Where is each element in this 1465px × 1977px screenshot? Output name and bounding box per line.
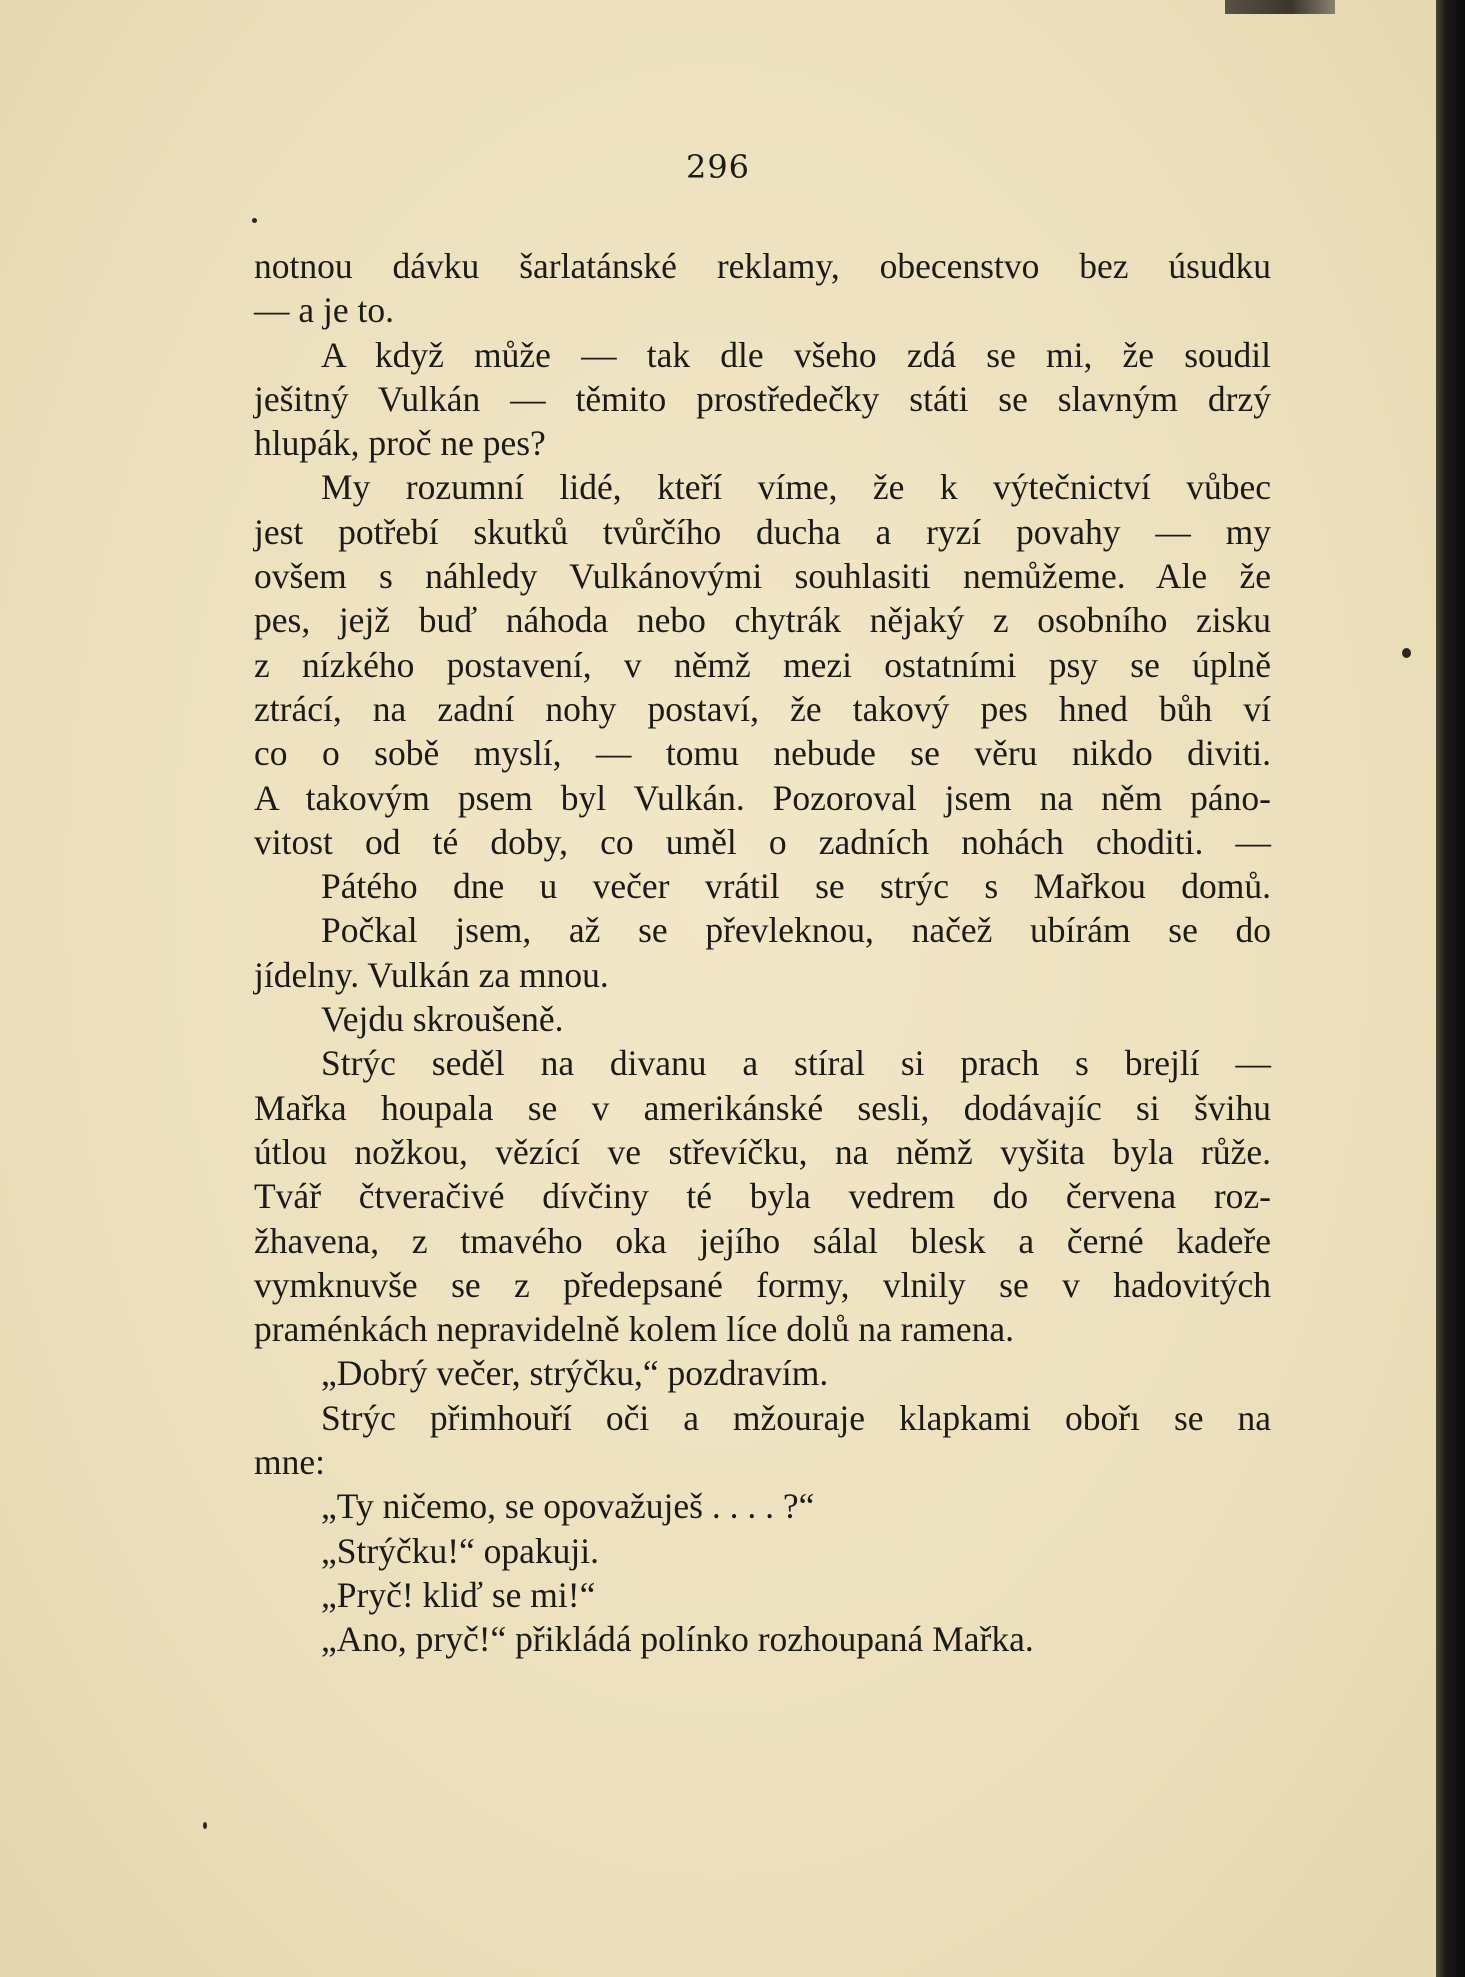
text-line: My rozumní lidé, kteří víme, že k výtečnictví vůbec: [321, 467, 1271, 508]
text-line: ješitný Vulkán — těmito prostředečky státi se slavným drzý: [254, 378, 1271, 419]
text-line: Tvář čtveračivé dívčiny té byla vedrem do červena roz-: [254, 1176, 1271, 1217]
text-line: „Strýčku!“ opakuji.: [321, 1530, 600, 1571]
text-line: pes, jejž buď náhoda nebo chytrák nějaký z osobního zisku: [254, 600, 1271, 641]
text-line: útlou nožkou, vězící ve střevíčku, na němž vyšita byla růže.: [254, 1131, 1271, 1172]
text-line: A takovým psem byl Vulkán. Pozoroval jsem na něm páno-: [254, 777, 1271, 818]
text-line: ztrácí, na zadní nohy postaví, že takový pes hned bůh ví: [254, 688, 1271, 729]
text-line: žhavena, z tmavého oka jejího sálal blesk a černé kadeře: [254, 1220, 1271, 1261]
paper-speck: [1402, 648, 1411, 658]
text-line: „Pryč! kliď se mi!“: [321, 1574, 596, 1615]
page-number: 296: [685, 148, 751, 186]
text-line: hlupák, proč ne pes?: [254, 423, 546, 464]
text-line: z nízkého postavení, v němž mezi ostatními psy se úplně: [254, 644, 1271, 685]
text-line: Počkal jsem, až se převleknou, načež ubírám se do: [321, 910, 1271, 951]
page-edge-mark: [1225, 0, 1335, 14]
text-line: jest potřebí skutků tvůrčího ducha a ryzí povahy — my: [254, 511, 1271, 552]
text-line: mne:: [254, 1442, 325, 1483]
text-line: — a je to.: [254, 290, 394, 331]
text-line: notnou dávku šarlatánské reklamy, obecenstvo bez úsudku: [254, 246, 1271, 286]
text-line: jídelny. Vulkán za mnou.: [254, 954, 609, 995]
text-line: vitost od té doby, co uměl o zadních nohách choditi. —: [254, 821, 1271, 862]
body-text: [254, 244, 1271, 1662]
text-line: Mařka houpala se v amerikánské sesli, dodávajíc si švihu: [254, 1087, 1271, 1128]
text-line: „Ano, pryč!“ přikládá polínko rozhoupaná Mařka.: [321, 1619, 1034, 1660]
paper-speck: [203, 1822, 207, 1829]
text-line: ovšem s náhledy Vulkánovými souhlasiti nemůžeme. Ale že: [254, 556, 1271, 597]
text-line: „Dobrý večer, strýčku,“ pozdravím.: [321, 1353, 829, 1394]
text-line: co o sobě myslí, — tomu nebude se věru nikdo diviti.: [254, 733, 1271, 774]
text-line: Pátého dne u večer vrátil se strýc s Mařkou domů.: [321, 866, 1271, 907]
text-line: Vejdu skroušeně.: [321, 999, 564, 1040]
paper-speck: [252, 218, 257, 223]
text-line: A když může — tak dle všeho zdá se mi, že soudil: [321, 334, 1271, 375]
book-spine-shadow: [1436, 0, 1465, 1977]
text-line: vymknuvše se z předepsané formy, vlnily se v hadovitých: [254, 1264, 1271, 1305]
text-line: „Ty ničemo, se opovažuješ . . . . ?“: [321, 1486, 815, 1527]
text-line: Strýc přimhouří oči a mžouraje klapkami obořı se na: [321, 1397, 1271, 1438]
text-line: praménkách nepravidelně kolem líce dolů na ramena.: [254, 1309, 1014, 1350]
text-line: Strýc seděl na divanu a stíral si prach s brejlí —: [321, 1043, 1271, 1084]
